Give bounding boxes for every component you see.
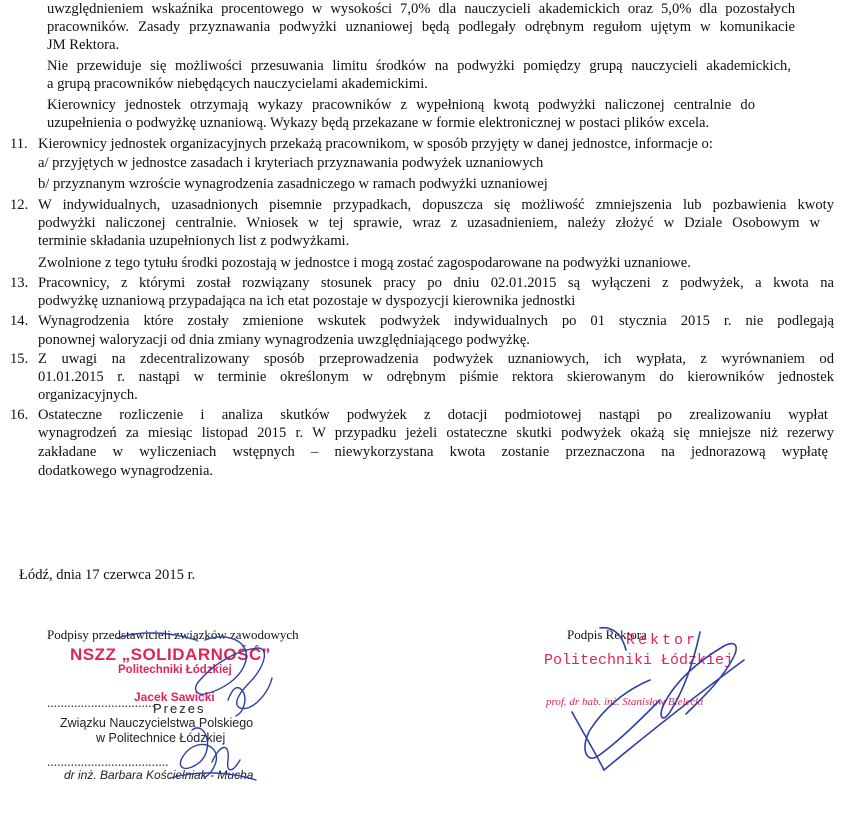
text-line: terminie składania uzupełnionych list z podwyżkami. (38, 233, 350, 249)
text-line: podwyżki naliczonej centralnie. Wniosek w tej sprawie, wraz z uzasadnieniem, należy złożyć w Dziale Osobowym w (38, 215, 820, 231)
text-line: Z uwagi na zdecentralizowany sposób przeprowadzenia podwyżek uznaniowych, ich wypłata, z wyrównaniem od (38, 351, 834, 367)
text-line: W indywidualnych, uzasadnionych pisemnie przypadkach, dopuszcza się możliwość zmniejszenia lub pozbawienia kwoty (38, 197, 834, 213)
text-line: uwzględnieniem wskaźnika procentowego w wysokości 7,0% dla nauczycieli akademickich oraz 5,0% dla pozostałych (47, 1, 795, 17)
text-line: JM Rektora. (47, 37, 120, 53)
rector-stamp-name: prof. dr hab. inż. Stanisław Bielecki (546, 696, 704, 708)
text-line: podwyżkę uznaniową przypadająca na ich etat pozostaje w dyspozycji kierownika jednostki (38, 293, 576, 309)
item-number: 16. (10, 407, 29, 423)
text-line: zakładane w wyliczeniach wstępnych – niewykorzystana kwota zostanie przeznaczona na jednorazową wypłatę (38, 444, 828, 460)
text-line: pracowników. Zasady przyznawania podwyżki uznaniowej będą podlegały odrębnym regułom ujętym w komunikacie (47, 19, 795, 35)
text-line: uzupełnienia o podwyżkę uznaniową. Wykazy będą przekazane w formie elektronicznej w postaci plików excela. (47, 115, 710, 131)
place-date: Łódź, dnia 17 czerwca 2015 r. (19, 567, 196, 583)
item-number: 11. (10, 136, 28, 152)
solidarnosc-stamp-subtitle: Politechniki Łódzkiej (118, 664, 232, 676)
rector-stamp-subtitle: Politechniki Łódzkiej (544, 652, 734, 669)
prezes-label: Prezes (153, 701, 206, 716)
rector-stamp-title: Rektor (626, 632, 699, 649)
rector-signature-label: Podpis Rektora (567, 627, 647, 642)
item-number: 14. (10, 313, 29, 329)
text-line: Nie przewiduje się możliwości przesuwania limitu środków na podwyżki pomiędzy grupą nauczycieli akademickich, (47, 58, 791, 74)
text-line: Zwolnione z tego tytułu środki pozostają w jednostce i mogą zostać zagospodarowane na podwyżki uznaniowe. (38, 255, 691, 271)
solidarnosc-stamp-name: Jacek Sawicki (134, 690, 215, 704)
znp-stamp-name: dr inż. Barbara Kościelniak - Mucha (64, 768, 254, 782)
text-line: 01.01.2015 r. nastąpi w terminie określonym w odrębnym piśmie rektora skierowanym do kierowników jednostek (38, 369, 834, 385)
text-line: dodatkowego wynagrodzenia. (38, 463, 214, 479)
dotted-signature-line: ................................ (47, 695, 155, 710)
text-line: ponownej waloryzacji od dnia zmiany wynagrodzenia uwzględniającego podwyżkę. (38, 332, 530, 348)
item-number: 12. (10, 197, 29, 213)
union-signatures-label: Podpisy przedstawicieli związków zawodowych (47, 627, 299, 642)
znp-stamp-line2: w Politechnice Łódzkiej (96, 731, 226, 745)
text-line: b/ przyznanym wzroście wynagrodzenia zasadniczego w ramach podwyżki uznaniowej (38, 176, 548, 192)
text-line: Wynagrodzenia które zostały zmienione wskutek podwyżek indywidualnych po 01 stycznia 2015 r. nie podlegają (38, 313, 834, 329)
text-line: organizacyjnych. (38, 387, 138, 403)
item-number: 15. (10, 351, 29, 367)
text-line: Kierownicy jednostek otrzymają wykazy pracowników z wypełnioną kwotą podwyżki naliczonej centralnie do (47, 97, 755, 113)
text-line: Pracownicy, z którymi został rozwiązany stosunek pracy po dniu 02.01.2015 są wyłączeni z podwyżek, a kwota na (38, 275, 834, 291)
text-line: wynagrodzeń za miesiąc listopad 2015 r. W przypadku jeżeli ostateczne skutki podwyżek okażą się mniejsze niż rezerwy (38, 425, 834, 441)
text-line: Ostateczne rozliczenie i analiza skutków podwyżek z dotacji podmiotowej nastąpi po zrealizowaniu wypłat (38, 407, 828, 423)
text-line: Kierownicy jednostek organizacyjnych przekażą pracownikom, w sposób przyjęty w danej jednostce, informacje o: (38, 136, 713, 152)
solidarnosc-stamp-title: NSZZ „SOLIDARNOŚĆ” (70, 645, 271, 664)
dotted-signature-line: .................................... (47, 754, 169, 769)
text-line: a grupą pracowników niebędących nauczycielami akademickimi. (47, 76, 428, 92)
znp-stamp-line1: Związku Nauczycielstwa Polskiego (60, 716, 254, 730)
text-line: a/ przyjętych w jednostce zasadach i kryteriach przyznawania podwyżek uznaniowych (38, 155, 544, 171)
item-number: 13. (10, 275, 29, 291)
